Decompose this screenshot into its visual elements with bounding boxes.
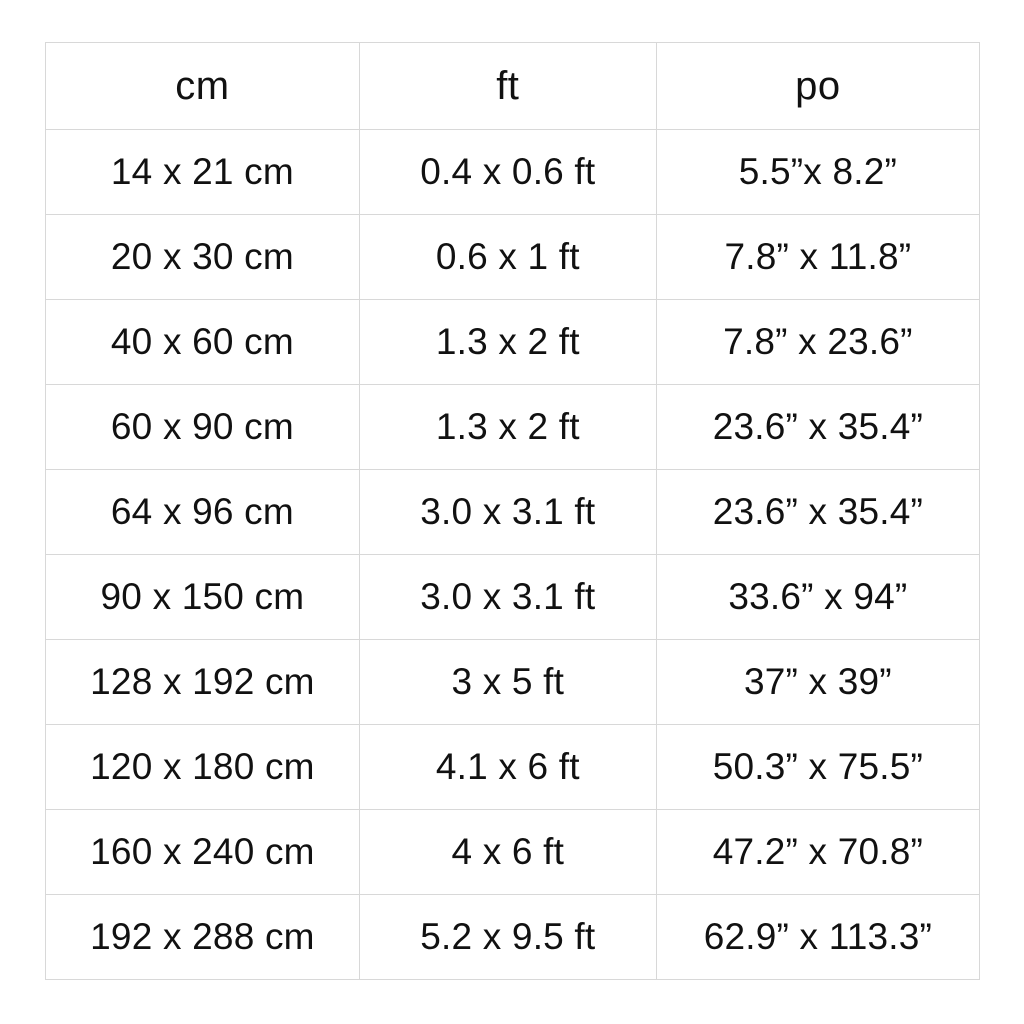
cell-po: 33.6” x 94” [656, 555, 979, 640]
cell-po: 62.9” x 113.3” [656, 895, 979, 980]
size-conversion-table [45, 42, 980, 980]
cell-ft: 0.6 x 1 ft [359, 215, 656, 300]
cell-cm: 64 x 96 cm [46, 470, 360, 555]
cell-po: 7.8” x 23.6” [656, 300, 979, 385]
cell-cm: 128 x 192 cm [46, 640, 360, 725]
cell-ft: 3.0 x 3.1 ft [359, 470, 656, 555]
table-header-row [46, 43, 980, 130]
cell-po: 23.6” x 35.4” [656, 385, 979, 470]
cell-cm: 90 x 150 cm [46, 555, 360, 640]
cell-ft: 1.3 x 2 ft [359, 385, 656, 470]
table-row [46, 725, 980, 810]
cell-ft: 5.2 x 9.5 ft [359, 895, 656, 980]
cell-cm: 192 x 288 cm [46, 895, 360, 980]
table-row [46, 470, 980, 555]
table-header [46, 43, 980, 130]
cell-ft: 4 x 6 ft [359, 810, 656, 895]
cell-cm: 40 x 60 cm [46, 300, 360, 385]
cell-po: 50.3” x 75.5” [656, 725, 979, 810]
table-row [46, 640, 980, 725]
table-row [46, 385, 980, 470]
column-header-cm: cm [46, 43, 360, 130]
cell-po: 37” x 39” [656, 640, 979, 725]
cell-ft: 3.0 x 3.1 ft [359, 555, 656, 640]
cell-cm: 60 x 90 cm [46, 385, 360, 470]
size-conversion-table-container [45, 42, 980, 974]
cell-ft: 1.3 x 2 ft [359, 300, 656, 385]
table-row [46, 555, 980, 640]
cell-cm: 120 x 180 cm [46, 725, 360, 810]
table-row [46, 215, 980, 300]
table-row [46, 810, 980, 895]
cell-cm: 14 x 21 cm [46, 130, 360, 215]
table-row [46, 300, 980, 385]
cell-ft: 0.4 x 0.6 ft [359, 130, 656, 215]
cell-cm: 20 x 30 cm [46, 215, 360, 300]
cell-po: 23.6” x 35.4” [656, 470, 979, 555]
cell-ft: 4.1 x 6 ft [359, 725, 656, 810]
cell-po: 47.2” x 70.8” [656, 810, 979, 895]
column-header-ft: ft [359, 43, 656, 130]
table-row [46, 130, 980, 215]
cell-po: 5.5”x 8.2” [656, 130, 979, 215]
table-row [46, 895, 980, 980]
column-header-po: po [656, 43, 979, 130]
table-body [46, 130, 980, 980]
cell-cm: 160 x 240 cm [46, 810, 360, 895]
cell-po: 7.8” x 11.8” [656, 215, 979, 300]
cell-ft: 3 x 5 ft [359, 640, 656, 725]
